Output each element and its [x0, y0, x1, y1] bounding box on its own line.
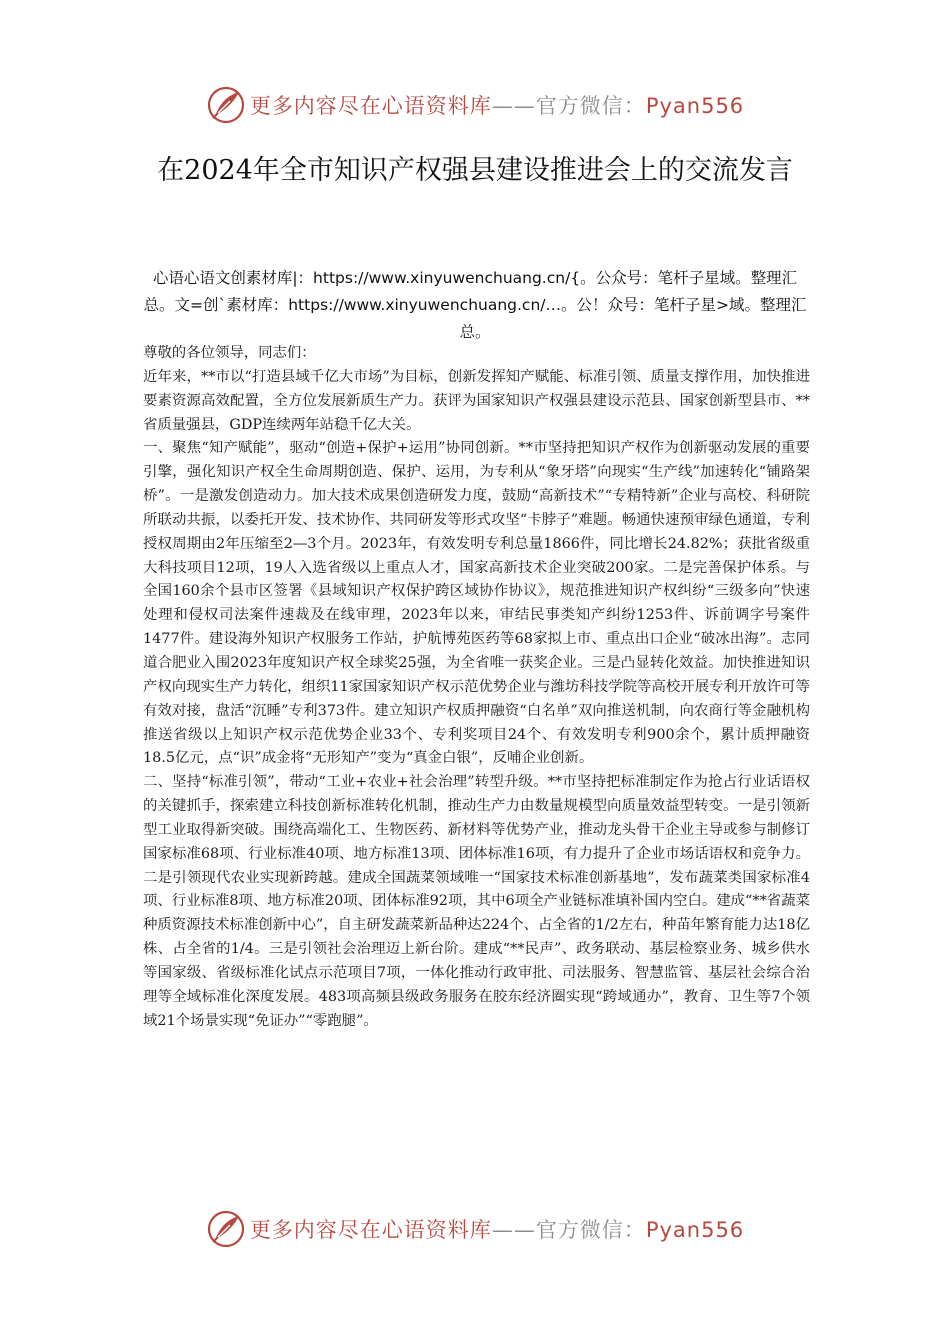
paragraph-section-one: 一、聚焦“知产赋能”，驱动“创造+保护+运用”协同创新。**市坚持把知识产权作为创新驱动发展的重要引擎，强化知识产权全生命周期创造、保护、运用，为专利从“象牙塔”向现实“生产线”加速转化“铺路架桥”。一是激发创造动力。加大技术成果创造研发力度，鼓励“高新技术”“专精特新”企业与高校、科研院所联动共振，以委托开发、技术协作、共同研发等形式攻坚“卡脖子”难题。畅通快速预审绿色通道，专利授权周期由2年压缩至2—3个月。2023年，有效发明专利总量1866件，同比增长24.82%；获批省级重大科技项目12项，19人入选省级以上重点人才，国家高新技术企业突破200家。二是完善保护体系。与全国160余个县市区签署《县域知识产权保护跨区域协作协议》，规范推进知识产权纠纷“三级多向”快速处理和侵权司法案件速裁及在线审理，2023年以来，审结民事类知产纠纷1253件、诉前调字号案件1477件。建设海外知识产权服务工作站，护航博苑医药等68家拟上市、重点出口企业“破冰出海”。志同道合肥业入围2023年度知识产权全球奖25强，为全省唯一获奖企业。三是凸显转化效益。加快推进知识产权向现实生产力转化，组织11家国家知识产权示范优势企业与潍坊科技学院等高校开展专利开放许可等有效对接，盘活“沉睡”专利373件。建立知识产权质押融资“白名单”双向推送机制，向农商行等金融机构推送省级以上知识产权示范优势企业33个、专利奖项目24个、有效发明专利900余个，累计质押融资18.5亿元，点“识”成金将“无形知产”变为“真金白银”，反哺企业创新。 — [143, 440, 810, 767]
paragraph-intro: 近年来，**市以“打造县域千亿大市场”为目标，创新发挥知产赋能、标准引领、质量支撑作用，加快推进要素资源高效配置，全方位发展新质生产力。获评为国家知识产权强县建设示范县、国家创新型县市、**省质量强县，GDP连续两年站稳千亿大关。 — [143, 368, 810, 433]
feather-pen-logo-icon — [206, 85, 246, 125]
salutation: 尊敬的各位领导，同志们： — [143, 345, 316, 361]
banner-wechat-id: Pyan556 — [645, 1218, 745, 1242]
banner-text — [250, 1214, 744, 1244]
header-banner — [0, 82, 950, 128]
banner-dash: —— — [491, 1218, 536, 1242]
feather-pen-logo-icon — [206, 1209, 246, 1249]
banner-text — [250, 90, 744, 120]
footer-banner — [0, 1206, 950, 1252]
banner-wechat-label: 官方微信： — [535, 1218, 646, 1242]
banner-dash: —— — [491, 94, 536, 118]
page-title: 在2024年全市知识产权强县建设推进会上的交流发言 — [157, 155, 793, 186]
source-line: 心语心语文创素材库|：https://www.xinyuwenchuang.cn/{。公众号：笔杆子星域。整理汇总。文=创`素材库：https://www.xinyuwenchuang.cn/…。公！众号：笔杆子星>域。整理汇总。 — [143, 269, 807, 341]
banner-brand-text: 更多内容尽在心语资料库 — [249, 1218, 492, 1242]
banner-wechat-id: Pyan556 — [645, 94, 745, 118]
banner-wechat-label: 官方微信： — [535, 94, 646, 118]
document-body — [143, 342, 810, 1033]
paragraph-section-two: 二、坚持“标准引领”，带动“工业+农业+社会治理”转型升级。**市坚持把标准制定作为抢占行业话语权的关键抓手，探索建立科技创新标准转化机制，推动生产力由数量规模型向质量效益型转变。一是引领新型工业取得新突破。围绕高端化工、生物医药、新材料等优势产业，推动龙头骨干企业主导或参与制修订国家标准68项、行业标准40项、地方标准13项、团体标准16项，有力提升了企业市场话语权和竞争力。二是引领现代农业实现新跨越。建成全国蔬菜领域唯一“国家技术标准创新基地”，发布蔬菜类国家标准4项、行业标准8项、地方标准20项、团体标准92项，其中6项全产业链标准填补国内空白。建成“**省蔬菜种质资源技术标准创新中心”，自主研发蔬菜新品种达224个、占全省的1/2左右，种苗年繁育能力达18亿株、占全省的1/4。三是引领社会治理迈上新台阶。建成“**民声”、政务联动、基层检察业务、城乡供水等国家级、省级标准化试点示范项目7项，一体化推动行政审批、司法服务、智慧监管、基层社会综合治理等全域标准化深度发展。483项高频县级政务服务在胶东经济圈实现“跨域通办”，教育、卫生等7个领域21个场景实现“免证办”“零跑腿”。 — [143, 774, 810, 1029]
banner-brand-text: 更多内容尽在心语资料库 — [249, 94, 492, 118]
